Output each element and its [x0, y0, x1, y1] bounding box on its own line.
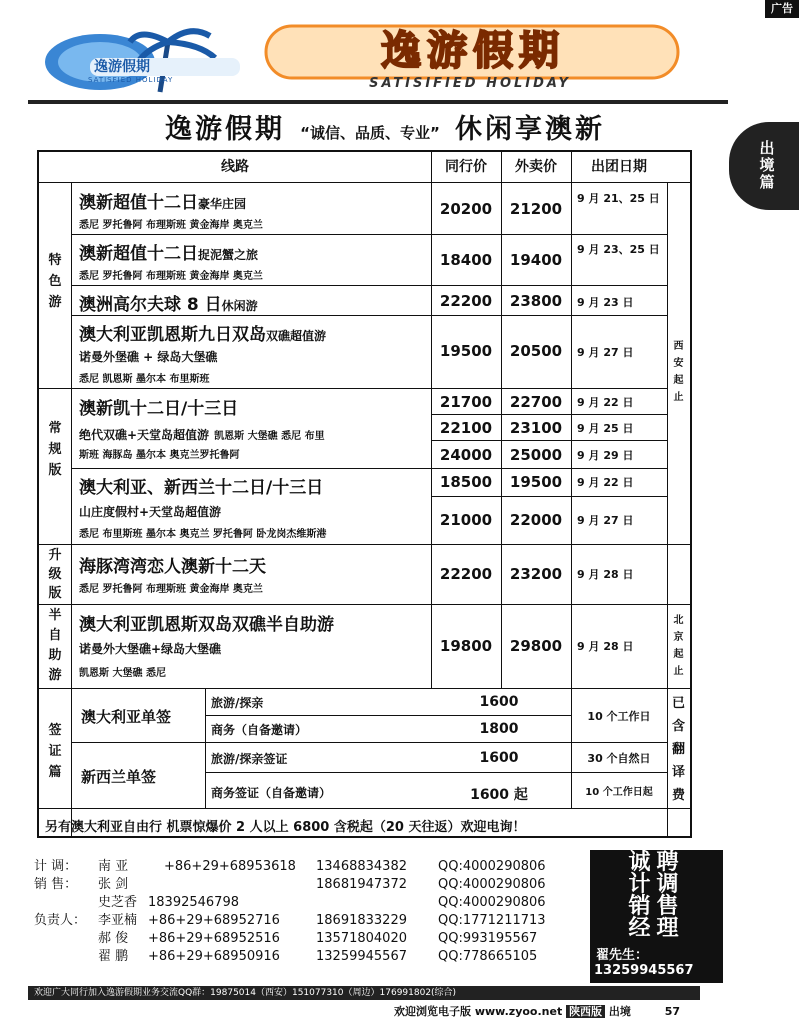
visa-price: 1600: [479, 750, 519, 766]
retail-price: 29800: [509, 637, 563, 655]
visa-type: 旅游/探亲签证: [211, 752, 288, 766]
footer-website: 欢迎浏览电子版 www.zyoo.net: [394, 1005, 563, 1018]
visa-type: 商务签证（自备邀请）: [211, 786, 332, 800]
retail-price: 23100: [509, 419, 563, 437]
section-tab-char: 篇: [759, 173, 775, 191]
free-travel-note: 另有澳大利亚自由行 机票惊爆价 2 人以上 6800 含税起（20 天往返）欢迎电询！: [45, 820, 526, 835]
route-title: 澳新凯十二日/十三日: [79, 399, 239, 419]
footer-section: 出境: [608, 1005, 631, 1018]
peer-price: 22200: [439, 565, 493, 583]
header-peer-price: 同行价: [445, 159, 487, 175]
peer-price: 22200: [439, 292, 493, 310]
retail-price: 22000: [509, 511, 563, 529]
visa-price: 1600: [479, 694, 519, 710]
retail-price: 23800: [509, 292, 563, 310]
route-title: 澳洲高尔夫球 8 日休闲游: [79, 295, 258, 315]
header-date: 出团日期: [591, 159, 647, 175]
visa-type: 旅游/探亲: [211, 696, 264, 710]
ad-tag: 广告: [765, 0, 799, 18]
route-title: 澳大利亚、新西兰十二日/十三日: [79, 478, 324, 498]
route-title: 澳大利亚凯恩斯双岛双礁半自助游: [79, 615, 334, 635]
recruit-line: 销售: [628, 894, 685, 919]
origin-xian: 西 安 起 止: [673, 341, 684, 403]
page-number: 57: [664, 1005, 681, 1018]
headline: [40, 112, 730, 148]
retail-price: 25000: [509, 446, 563, 464]
section-tab-char: 境: [759, 156, 775, 174]
departure-date: 9 月 29 日: [577, 449, 634, 462]
retail-price: 20500: [509, 342, 563, 360]
route-stops: 悉尼 罗托鲁阿 布理斯班 黄金海岸 奥克兰: [79, 584, 263, 595]
departure-date: 9 月 21、25 日: [577, 192, 660, 205]
departure-date: 9 月 25 日: [577, 422, 634, 435]
departure-date: 9 月 22 日: [577, 476, 634, 489]
departure-date: 9 月 22 日: [577, 396, 634, 409]
route-title: 海豚湾湾恋人澳新十二天: [79, 557, 266, 577]
route-highlight: 诺曼外堡礁 + 绿岛大堡礁: [79, 350, 218, 364]
peer-price: 24000: [439, 446, 493, 464]
departure-date: 9 月 23、25 日: [577, 243, 660, 256]
peer-price: 21700: [439, 393, 493, 411]
category-semi-self: 半 自 助 游: [48, 608, 62, 683]
departure-date: 9 月 27 日: [577, 514, 634, 527]
peer-price: 18500: [439, 473, 493, 491]
visa-processing-time: 10 个工作日起: [585, 787, 653, 798]
logo-caption: SATISFIED HOLIDAY: [88, 76, 174, 84]
category-regular: 常 规 版: [48, 421, 62, 478]
headline-theme: 休闲享澳新: [454, 114, 605, 145]
route-stops: 悉尼 罗托鲁阿 布理斯班 黄金海岸 奥克兰: [79, 220, 263, 231]
peer-price: 18400: [439, 251, 493, 269]
recruit-line: 诚聘: [628, 850, 685, 875]
route-stops: 悉尼 凯恩斯 墨尔本 布里斯班: [79, 374, 210, 385]
brand-subtitle: SATISIFIED HOLIDAY: [369, 76, 571, 91]
visa-translation-note: 已 含 翻 译 费: [671, 696, 685, 803]
visa-type: 商务（自备邀请）: [211, 723, 308, 737]
departure-date: 9 月 28 日: [577, 640, 634, 653]
headline-slogan: “诚信、品质、专业”: [300, 124, 440, 142]
visa-processing-time: 10 个工作日: [587, 710, 651, 723]
logo-text: 逸游假期: [94, 59, 150, 75]
peer-price: 19500: [439, 342, 493, 360]
recruitment-box: [590, 850, 723, 983]
recruit-contact-name: 翟先生：: [596, 948, 649, 963]
category-special: 特 色 游: [48, 253, 62, 310]
qq-group-strip: 欢迎广大同行加入逸游假期业务交流QQ群：19875014（西安）151077310（周边）176991802(综合): [28, 986, 700, 1000]
footer-edition-tag: 陕西版: [566, 1005, 605, 1018]
header-retail-price: 外卖价: [515, 159, 557, 175]
visa-au-title: 澳大利亚单签: [81, 708, 172, 726]
retail-price: 19400: [509, 251, 563, 269]
peer-price: 22100: [439, 419, 493, 437]
category-visa: 签 证 篇: [48, 723, 62, 780]
retail-price: 19500: [509, 473, 563, 491]
route-title: 澳新超值十二日捉泥蟹之旅: [79, 244, 259, 264]
divider: [28, 100, 728, 104]
header-route: 线路: [221, 159, 249, 175]
visa-price: 1800: [479, 721, 519, 737]
route-highlight: 山庄度假村+天堂岛超值游: [79, 505, 222, 519]
price-table: [37, 150, 692, 838]
route-stops: 悉尼 罗托鲁阿 布理斯班 黄金海岸 奥克兰: [79, 271, 263, 282]
section-tab: [729, 122, 799, 210]
departure-date: 9 月 28 日: [577, 568, 634, 581]
departure-date: 9 月 27 日: [577, 346, 634, 359]
section-tab-char: 出: [759, 139, 775, 157]
route-stops: 凯恩斯 大堡礁 悉尼: [79, 668, 166, 679]
headline-name: 逸游假期: [165, 114, 286, 145]
origin-beijing: 北 京 起 止: [673, 615, 684, 677]
category-upgrade: 升 级 版: [48, 548, 62, 601]
route-highlight: 诺曼外大堡礁+绿岛大堡礁: [79, 642, 222, 656]
visa-processing-time: 30 个自然日: [587, 752, 651, 765]
peer-price: 20200: [439, 200, 493, 218]
departure-date: 9 月 23 日: [577, 296, 634, 309]
route-title: 澳大利亚凯恩斯九日双岛双礁超值游: [79, 325, 327, 345]
peer-price: 21000: [439, 511, 493, 529]
route-highlight: 绝代双礁+天堂岛超值游 凯恩斯 大堡礁 悉尼 布里: [79, 428, 325, 442]
route-stops: 斯班 海豚岛 墨尔本 奥克兰罗托鲁阿: [79, 450, 240, 461]
route-title: 澳新超值十二日豪华庄园: [79, 193, 247, 213]
retail-price: 21200: [509, 200, 563, 218]
brand-title: 逸游假期: [381, 28, 565, 74]
recruit-line: 计调: [628, 872, 685, 897]
recruit-line: 经理: [628, 916, 685, 941]
retail-price: 23200: [509, 565, 563, 583]
peer-price: 19800: [439, 637, 493, 655]
visa-nz-title: 新西兰单签: [81, 768, 157, 786]
recruit-phone: 13259945567: [594, 963, 694, 978]
retail-price: 22700: [509, 393, 563, 411]
route-stops: 悉尼 布里斯班 墨尔本 奥克兰 罗托鲁阿 卧龙岗杰维斯港: [79, 529, 327, 540]
visa-price: 1600 起: [470, 787, 528, 803]
